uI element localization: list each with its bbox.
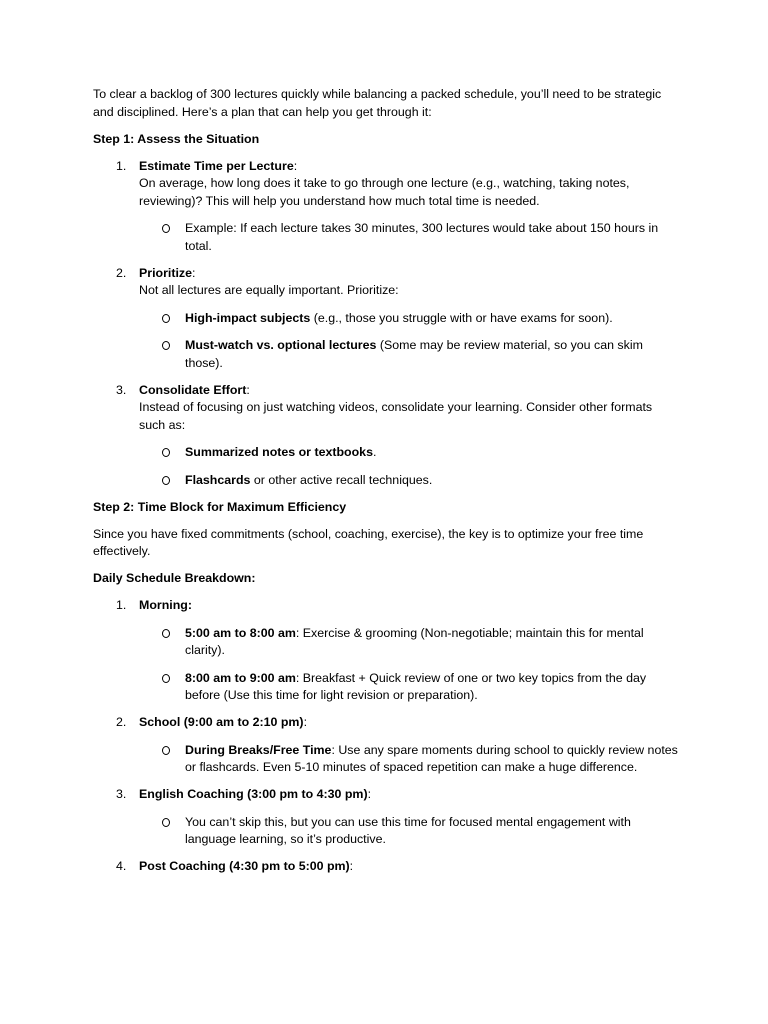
- list-item-title-line: [139, 597, 678, 615]
- list-item: [93, 786, 678, 849]
- sub-item-bold: During Breaks/Free Time: [185, 742, 332, 757]
- list-item-title: Morning:: [139, 598, 192, 612]
- list-item: [93, 382, 678, 490]
- sub-list-item: [93, 625, 678, 660]
- sub-item-text: : Exercise & grooming (Non-negotiable; maintain this for mental clarity).: [185, 625, 644, 657]
- sub-item-text: or other active recall techniques.: [250, 472, 433, 487]
- sub-item-bold: 5:00 am to 8:00 am: [185, 625, 296, 640]
- sub-list: [139, 742, 678, 777]
- sub-list: [139, 310, 678, 373]
- sub-list-item: [93, 814, 678, 849]
- sub-item-bold: Must-watch vs. optional lectures: [185, 338, 377, 352]
- step2-heading: Step 2: Time Block for Maximum Efficiency: [93, 499, 347, 514]
- sub-list: [139, 814, 678, 849]
- schedule-subheading: Daily Schedule Breakdown:: [93, 571, 256, 585]
- list-item-title-line: [139, 786, 678, 804]
- list-item: [93, 714, 678, 777]
- list-item-title-suffix: :: [293, 158, 298, 173]
- sub-item-text: Example: If each lecture takes 30 minutes, 300 lectures would take about 150 hours in total.: [185, 221, 659, 253]
- sub-list-item: [93, 220, 678, 255]
- sub-item-text: (Some may be review material, so you can skim those).: [185, 338, 643, 370]
- list-item-body: Instead of focusing on just watching videos, consolidate your learning. Consider other formats such as:: [139, 400, 653, 432]
- list-item-title: Estimate Time per Lecture: [139, 158, 294, 173]
- list-number: 1.: [116, 158, 127, 173]
- list-item-body: On average, how long does it take to go through one lecture (e.g., watching, taking notes, reviewing)? This will help you understand how much total time is needed.: [139, 176, 630, 208]
- sub-list-item: [93, 742, 678, 777]
- list-item-title-suffix: :: [349, 859, 354, 873]
- sub-list-item: [93, 444, 678, 462]
- bullet-circle-icon: [162, 818, 170, 827]
- list-number: 2.: [116, 265, 127, 280]
- sub-list-item: [93, 472, 678, 490]
- list-number: 2.: [116, 715, 127, 729]
- list-item: [93, 265, 678, 373]
- list-number: 3.: [116, 787, 127, 801]
- step1-list: [93, 158, 678, 490]
- list-number: 3.: [116, 382, 127, 397]
- list-item-title: School (9:00 am to 2:10 pm): [139, 715, 304, 729]
- sub-list: [139, 220, 678, 255]
- list-item: [93, 158, 678, 256]
- list-item-title-suffix: :: [303, 715, 308, 729]
- sub-list: [139, 625, 678, 705]
- bullet-circle-icon: [162, 629, 170, 638]
- list-number: 1.: [116, 598, 127, 612]
- sub-item-text: You can’t skip this, but you can use this time for focused mental engagement with language learning, so it’s productive.: [185, 814, 631, 846]
- bullet-circle-icon: [162, 746, 170, 755]
- list-item-title-line: [139, 382, 678, 400]
- list-item-title: Prioritize: [139, 265, 193, 280]
- sub-item-text: .: [372, 445, 377, 459]
- sub-item-text: (e.g., those you struggle with or have exams for soon).: [310, 310, 613, 325]
- step1-heading: Step 1: Assess the Situation: [93, 131, 260, 146]
- sub-item-text: : Breakfast + Quick review of one or two key topics from the day before (Use this time for light revision or preparation).: [185, 670, 647, 702]
- step2-paragraph: Since you have fixed commitments (school, coaching, exercise), the key is to optimize your free time effectively.: [93, 526, 644, 558]
- list-item-title-line: [139, 158, 678, 176]
- list-number: 4.: [116, 859, 127, 873]
- bullet-circle-icon: [162, 674, 170, 683]
- sub-item-bold: Summarized notes or textbooks: [185, 445, 373, 459]
- list-item: [93, 597, 678, 705]
- bullet-circle-icon: [162, 448, 170, 457]
- list-item-body: Not all lectures are equally important. Prioritize:: [139, 283, 399, 297]
- list-item-title: Post Coaching (4:30 pm to 5:00 pm): [139, 859, 350, 873]
- document-body: [93, 86, 678, 885]
- list-item-title-line: [139, 714, 678, 732]
- step2-list: [93, 597, 678, 876]
- sub-item-text: : Use any spare moments during school to quickly review notes or flashcards. Even 5-10 minutes of spaced repetition can make a huge difference.: [185, 742, 678, 774]
- list-item-title-line: [139, 858, 678, 876]
- list-item-title-suffix: :: [246, 382, 250, 397]
- bullet-circle-icon: [162, 224, 170, 233]
- list-item-title: Consolidate Effort: [139, 382, 247, 397]
- list-item-title-suffix: :: [192, 265, 196, 280]
- bullet-circle-icon: [162, 476, 170, 485]
- list-item-title: English Coaching (3:00 pm to 4:30 pm): [139, 787, 368, 801]
- sub-list-item: [93, 670, 678, 705]
- list-item-title-suffix: :: [367, 787, 372, 801]
- sub-item-bold: 8:00 am to 9:00 am: [185, 670, 296, 685]
- sub-list-item: [93, 310, 678, 328]
- intro-paragraph: To clear a backlog of 300 lectures quickly while balancing a packed schedule, you’ll need to be strategic and disciplined. Here’s a plan that can help you get through it:: [93, 87, 662, 119]
- list-item: [93, 858, 678, 876]
- list-item-title-line: [139, 265, 678, 283]
- bullet-circle-icon: [162, 314, 170, 323]
- sub-item-bold: High-impact subjects: [185, 310, 311, 325]
- sub-list-item: [93, 337, 678, 372]
- sub-item-bold: Flashcards: [185, 472, 251, 487]
- bullet-circle-icon: [162, 341, 170, 350]
- sub-list: [139, 444, 678, 489]
